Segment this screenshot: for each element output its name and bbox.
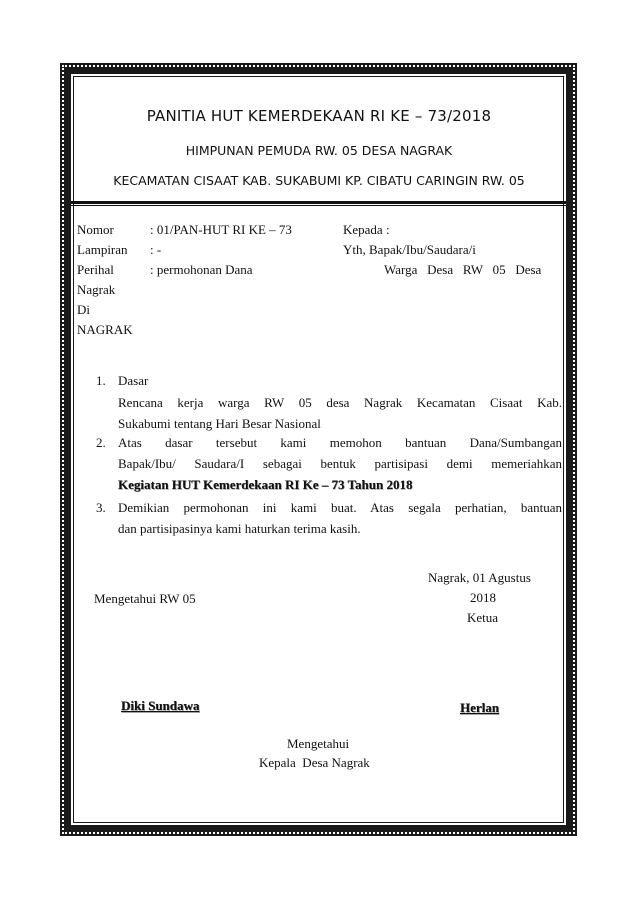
- mengetahui-label: Mengetahui: [287, 736, 350, 751]
- place-date-line-1: Nagrak, 01 Agustus: [428, 570, 531, 585]
- item-1-title: Dasar: [118, 373, 149, 388]
- nomor-label: Nomor: [77, 222, 114, 237]
- letterhead-address: KECAMATAN CISAAT KAB. SUKABUMI KP. CIBATU CARINGIN RW. 05: [113, 173, 525, 188]
- recipient-di: Di: [77, 302, 90, 317]
- letterhead-rule-thin: [71, 205, 566, 206]
- perihal-label: Perihal: [77, 262, 114, 277]
- kepada-label: Kepada :: [343, 222, 390, 237]
- perihal-value: : permohonan Dana: [150, 262, 253, 277]
- item-3-line-1: Demikian permohonan ini kami buat. Atas segala perhatian, bantuan: [118, 500, 562, 515]
- item-3-line-2: dan partisipasinya kami haturkan terima kasih.: [118, 521, 361, 536]
- item-2-line-2: Bapak/Ibu/ Saudara/I sebagai bentuk partisipasi demi memeriahkan: [118, 456, 562, 471]
- item-2-event-name: Kegiatan HUT Kemerdekaan RI Ke – 73 Tahun 2018: [118, 477, 413, 492]
- lampiran-label: Lampiran: [77, 242, 128, 257]
- item-3-number: 3.: [96, 500, 106, 515]
- rw-signatory-name: Diki Sundawa: [121, 698, 200, 713]
- item-1-line-1: Rencana kerja warga RW 05 desa Nagrak Kecamatan Cisaat Kab.: [118, 395, 562, 410]
- recipient-nagrak: Nagrak: [77, 282, 116, 297]
- ketua-title: Ketua: [467, 610, 499, 625]
- nomor-value: : 01/PAN-HUT RI KE – 73: [150, 222, 292, 237]
- item-2-line-1: Atas dasar tersebut kami memohon bantuan Dana/Sumbangan: [118, 435, 562, 450]
- place-date-line-2: 2018: [470, 590, 496, 605]
- letterhead-organization: HIMPUNAN PEMUDA RW. 05 DESA NAGRAK: [185, 143, 453, 158]
- ketua-signatory-name: Herlan: [460, 700, 499, 715]
- recipient-place: NAGRAK: [77, 322, 133, 337]
- recipient-warga: Warga Desa RW 05 Desa: [384, 262, 542, 277]
- letterhead-rule-thick: [71, 201, 566, 204]
- lampiran-value: : -: [150, 242, 162, 257]
- mengetahui-rw-label: Mengetahui RW 05: [94, 591, 196, 606]
- letterhead-title: PANITIA HUT KEMERDEKAAN RI KE – 73/2018: [146, 107, 492, 125]
- item-1-number: 1.: [96, 373, 106, 388]
- kepala-desa-title: Kepala Desa Nagrak: [259, 755, 370, 770]
- recipient-yth: Yth, Bapak/Ibu/Saudara/i: [343, 242, 476, 257]
- item-1-line-2: Sukabumi tentang Hari Besar Nasional: [118, 416, 321, 431]
- item-2-number: 2.: [96, 435, 106, 450]
